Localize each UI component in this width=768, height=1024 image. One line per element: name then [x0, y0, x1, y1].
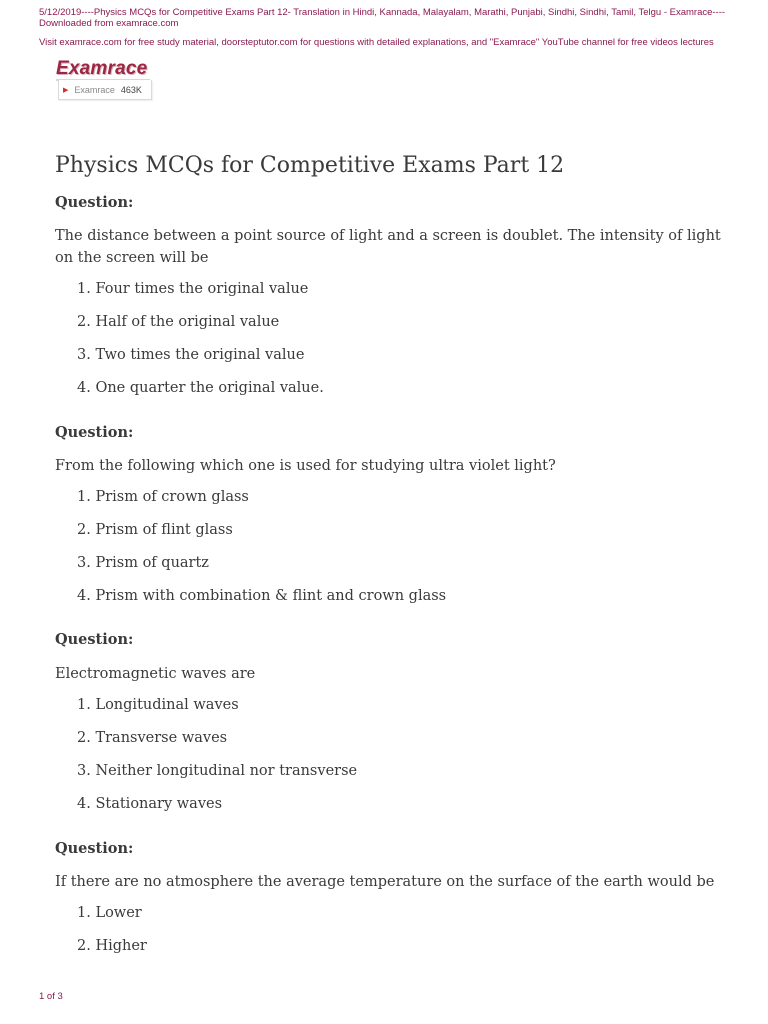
option-item: 3. Prism of quartz [77, 555, 209, 571]
option-item: 2. Half of the original value [77, 314, 280, 330]
option-item: 2. Higher [77, 938, 147, 954]
option-text: Prism of flint glass [95, 522, 233, 538]
youtube-play-icon: ▶ [63, 86, 69, 94]
option-text: One quarter the original value. [95, 380, 324, 396]
question-text: If there are no atmosphere the average temperature on the surface of the earth would be [55, 874, 715, 890]
page-title: Physics MCQs for Competitive Exams Part 12 [55, 153, 565, 178]
print-header: 5/12/2019----Physics MCQs for Competitive Exams Part 12- Translation in Hindi, Kannada, Malayalam, Marathi, Punjabi, Sindhi, Sindhi, Tamil, Telgu - Examrace----Downloaded from examrace.com [39, 7, 726, 29]
question-text: Electromagnetic waves are [55, 666, 256, 682]
question-label: Question: [55, 424, 134, 441]
question-text: The distance between a point source of light and a screen is doublet. The intensity of light on the screen will be [55, 228, 721, 266]
option-text: Higher [95, 938, 147, 954]
youtube-subscriber-count: 463K [120, 84, 142, 95]
option-text: Longitudinal waves [95, 697, 239, 713]
option-item: 2. Prism of flint glass [77, 522, 233, 538]
option-item: 1. Longitudinal waves [77, 697, 239, 713]
option-item: 4. Stationary waves [77, 796, 223, 812]
option-text: Half of the original value [95, 314, 280, 330]
option-text: Prism with combination & flint and crown glass [95, 588, 447, 604]
option-text: Lower [95, 905, 142, 921]
option-item: 1. Prism of crown glass [77, 489, 249, 505]
option-text: Prism of quartz [95, 555, 209, 571]
question-text: From the following which one is used for studying ultra violet light? [55, 458, 556, 474]
youtube-channel-name: Examrace [74, 84, 115, 95]
page-number: 1 of 3 [39, 991, 63, 1002]
option-item: 1. Four times the original value [77, 281, 309, 297]
examrace-logo[interactable]: Examrace [56, 58, 148, 79]
promo-header: Visit examrace.com for free study material, doorsteptutor.com for questions with detailed explanations, and "Examrace" YouTube channel for free videos lectures [39, 37, 714, 48]
option-item: 2. Transverse waves [77, 730, 228, 746]
youtube-subscribe-widget[interactable] [58, 80, 152, 100]
option-text: Neither longitudinal nor transverse [95, 763, 358, 779]
option-item: 4. One quarter the original value. [77, 380, 324, 396]
option-item: 1. Lower [77, 905, 142, 921]
option-text: Four times the original value [95, 281, 309, 297]
option-item: 3. Two times the original value [77, 347, 305, 363]
option-text: Prism of crown glass [95, 489, 249, 505]
option-text: Transverse waves [95, 730, 228, 746]
question-label: Question: [55, 840, 134, 857]
option-item: 3. Neither longitudinal nor transverse [77, 763, 358, 779]
option-item: 4. Prism with combination & flint and crown glass [77, 588, 447, 604]
question-label: Question: [55, 631, 134, 648]
question-label: Question: [55, 194, 134, 211]
option-text: Two times the original value [95, 347, 305, 363]
option-text: Stationary waves [95, 796, 223, 812]
